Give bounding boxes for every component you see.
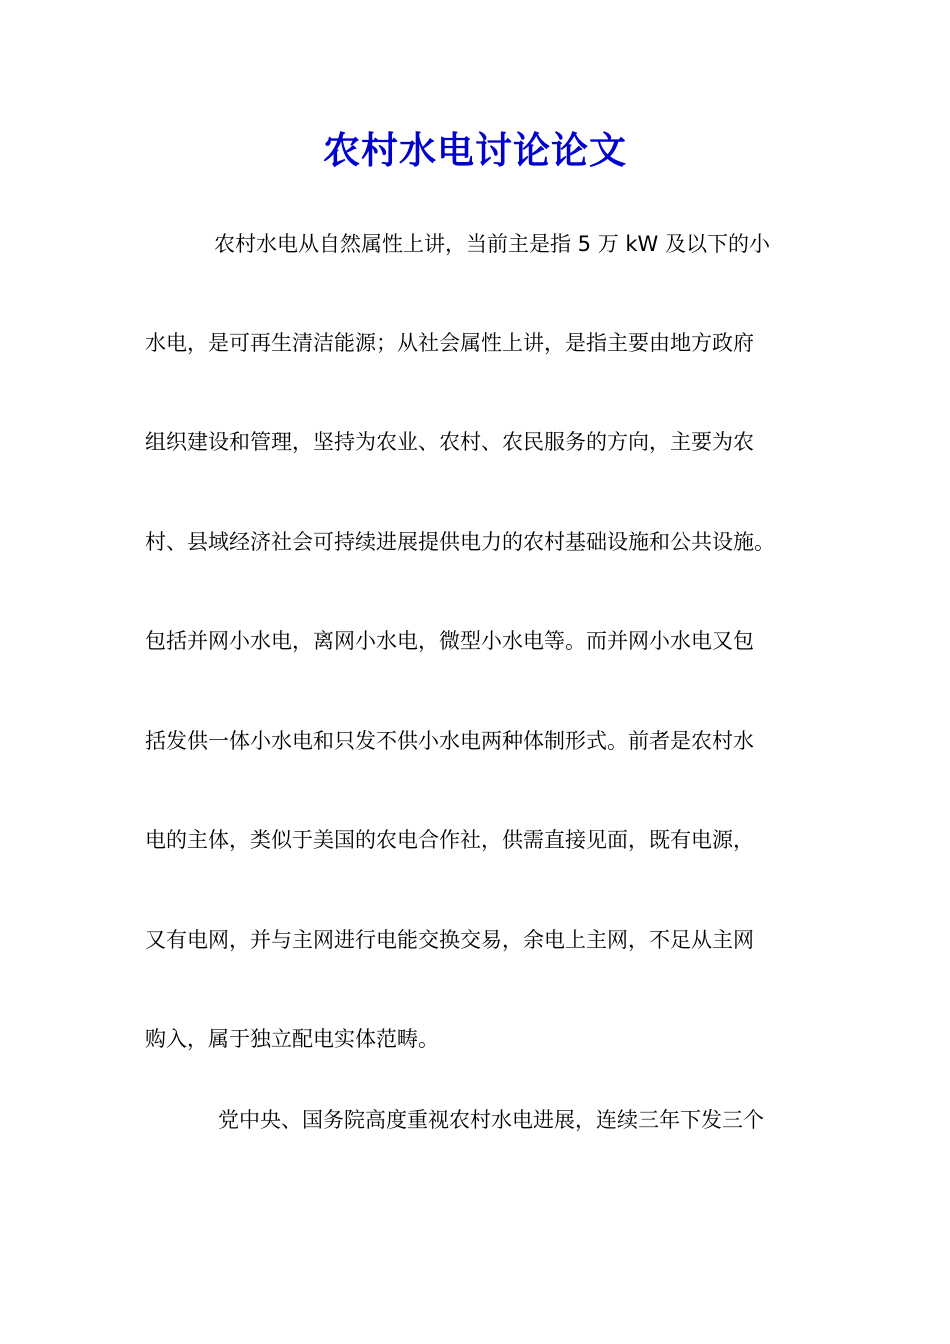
body-line-9: 购入，属于独立配电实体范畴。: [145, 1027, 439, 1051]
body-line-8: 又有电网，并与主网进行电能交换交易，余电上主网，不足从主网: [145, 928, 754, 952]
body-line-3: 组织建设和管理，坚持为农业、农村、农民服务的方向，主要为农: [145, 430, 754, 454]
body-line-7: 电的主体，类似于美国的农电合作社，供需直接见面，既有电源，: [145, 828, 754, 852]
document-title: 农村水电讨论论文: [323, 128, 627, 172]
body-line-6: 括发供一体小水电和只发不供小水电两种体制形式。前者是农村水: [145, 729, 754, 753]
body-line-2: 水电，是可再生清洁能源；从社会属性上讲，是指主要由地方政府: [145, 331, 754, 355]
body-line-1: 农村水电从自然属性上讲，当前主是指 5 万 kW 及以下的小: [214, 232, 770, 256]
body-line-5: 包括并网小水电，离网小水电，微型小水电等。而并网小水电又包: [145, 629, 754, 653]
body-line-4: 村、县域经济社会可持续进展提供电力的农村基础设施和公共设施。: [145, 530, 775, 554]
body-line-10: 党中央、国务院高度重视农村水电进展，连续三年下发三个: [218, 1108, 764, 1132]
